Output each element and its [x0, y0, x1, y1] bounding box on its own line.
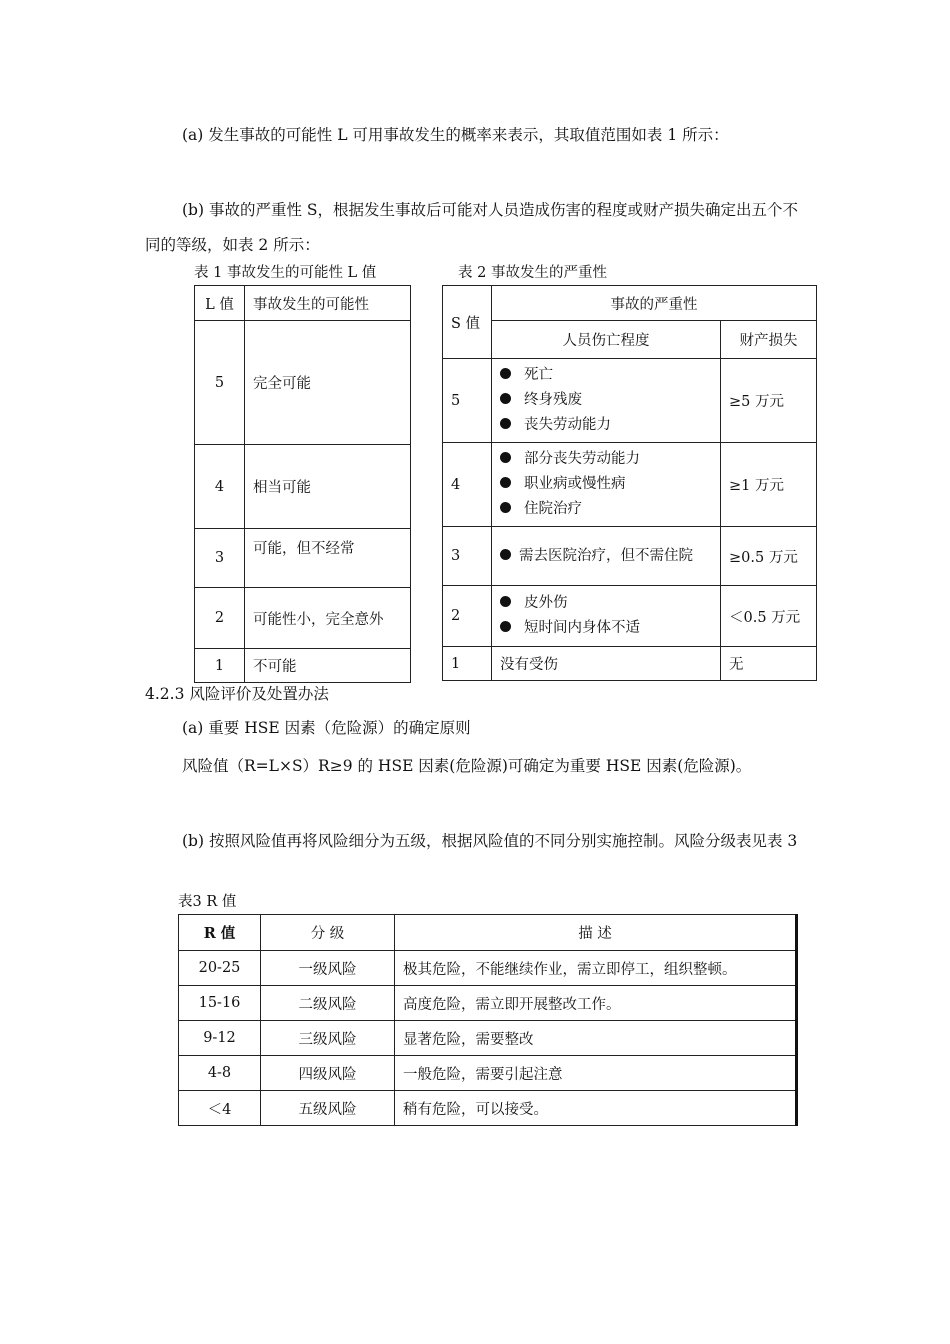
- table2-value: 5: [443, 359, 492, 443]
- table2-loss: ＜0.5 万元: [721, 586, 817, 647]
- table2-injury: [492, 586, 721, 647]
- paragraph-risk-value: 风险值（R=L×S）R≥9 的 HSE 因素(危险源)可确定为重要 HSE 因素(危险源)。: [182, 757, 752, 775]
- table1-desc: 可能，但不经常: [245, 529, 411, 588]
- table3-r: ＜4: [179, 1091, 261, 1126]
- table3-desc: 稍有危险，可以接受。: [395, 1091, 797, 1126]
- table3-level: 三级风险: [261, 1021, 395, 1056]
- bullet-icon: [500, 477, 511, 488]
- bullet-icon: [500, 621, 511, 632]
- table2-header-injury: 人员伤亡程度: [492, 321, 721, 359]
- injury-item: 短时间内身体不适: [500, 616, 712, 641]
- likelihood-table: [194, 285, 411, 683]
- table3-header-level: 分 级: [261, 915, 395, 951]
- severity-table: [442, 285, 817, 681]
- table2-header-s: S 值: [443, 286, 492, 359]
- injury-item: 职业病或慢性病: [500, 472, 712, 497]
- table2-value: 2: [443, 586, 492, 647]
- paragraph-principle: (a) 重要 HSE 因素（危险源）的确定原则: [182, 719, 471, 737]
- injury-item: 皮外伤: [500, 591, 712, 616]
- table2-value: 1: [443, 647, 492, 681]
- bullet-icon: [500, 393, 511, 404]
- table3-level: 五级风险: [261, 1091, 395, 1126]
- table3-desc: 高度危险，需立即开展整改工作。: [395, 986, 797, 1021]
- table2-header-group: 事故的严重性: [492, 286, 817, 321]
- bullet-icon: [500, 368, 511, 379]
- table2-loss: ≥1 万元: [721, 443, 817, 527]
- table1-caption: 表 1 事故发生的可能性 L 值: [194, 265, 377, 281]
- table2-loss: ≥5 万元: [721, 359, 817, 443]
- table1-desc: 不可能: [245, 649, 411, 683]
- bullet-icon: [500, 502, 511, 513]
- table3-header-desc: 描 述: [395, 915, 797, 951]
- paragraph-risk-levels: (b) 按照风险值再将风险细分为五级，根据风险值的不同分别实施控制。风险分级表见表 3: [182, 832, 798, 850]
- table3-level: 二级风险: [261, 986, 395, 1021]
- injury-item: 终身残废: [500, 388, 712, 413]
- table3-desc: 一般危险，需要引起注意: [395, 1056, 797, 1091]
- table2-value: 3: [443, 527, 492, 586]
- table2-loss: 无: [721, 647, 817, 681]
- injury-item: 住院治疗: [500, 497, 712, 522]
- injury-item: 死亡: [500, 363, 712, 388]
- table3-caption: 表3 R 值: [178, 894, 237, 910]
- table3-r: 20-25: [179, 951, 261, 986]
- table1-desc: 完全可能: [245, 321, 411, 445]
- table2-injury: 没有受伤: [492, 647, 721, 681]
- table1-desc: 相当可能: [245, 445, 411, 529]
- table1-desc: 可能性小，完全意外: [245, 588, 411, 649]
- bullet-icon: [500, 549, 511, 560]
- table3-r: 15-16: [179, 986, 261, 1021]
- table2-loss: ≥0.5 万元: [721, 527, 817, 586]
- table3-r: 9-12: [179, 1021, 261, 1056]
- table3-desc: 极其危险，不能继续作业，需立即停工，组织整顿。: [395, 951, 797, 986]
- table1-header-desc: 事故发生的可能性: [245, 286, 411, 321]
- table3-level: 一级风险: [261, 951, 395, 986]
- table2-header-loss: 财产损失: [721, 321, 817, 359]
- bullet-icon: [500, 452, 511, 463]
- bullet-icon: [500, 596, 511, 607]
- table1-value: 4: [195, 445, 245, 529]
- table1-value: 3: [195, 529, 245, 588]
- table1-value: 5: [195, 321, 245, 445]
- table2-injury: [492, 443, 721, 527]
- table2-injury: 需去医院治疗，但不需住院: [492, 527, 721, 586]
- injury-item: 丧失劳动能力: [500, 413, 712, 438]
- paragraph-possibility: (a) 发生事故的可能性 L 可用事故发生的概率来表示，其取值范围如表 1 所示：: [182, 126, 729, 144]
- table1-value: 2: [195, 588, 245, 649]
- risk-level-table: [178, 914, 798, 1126]
- section-heading: 4.2.3 风险评价及处置办法: [145, 685, 329, 703]
- table3-desc: 显著危险，需要整改: [395, 1021, 797, 1056]
- table1-value: 1: [195, 649, 245, 683]
- table1-header-l: L 值: [195, 286, 245, 321]
- table3-header-r: R 值: [179, 915, 261, 951]
- paragraph-severity: (b) 事故的严重性 S，根据发生事故后可能对人员造成伤害的程度或财产损失确定出五个不同的等级，如表 2 所示：: [145, 201, 798, 254]
- table2-value: 4: [443, 443, 492, 527]
- table2-caption: 表 2 事故发生的严重性: [458, 265, 607, 281]
- table2-injury: [492, 359, 721, 443]
- table3-level: 四级风险: [261, 1056, 395, 1091]
- table3-r: 4-8: [179, 1056, 261, 1091]
- injury-item: 部分丧失劳动能力: [500, 447, 712, 472]
- bullet-icon: [500, 418, 511, 429]
